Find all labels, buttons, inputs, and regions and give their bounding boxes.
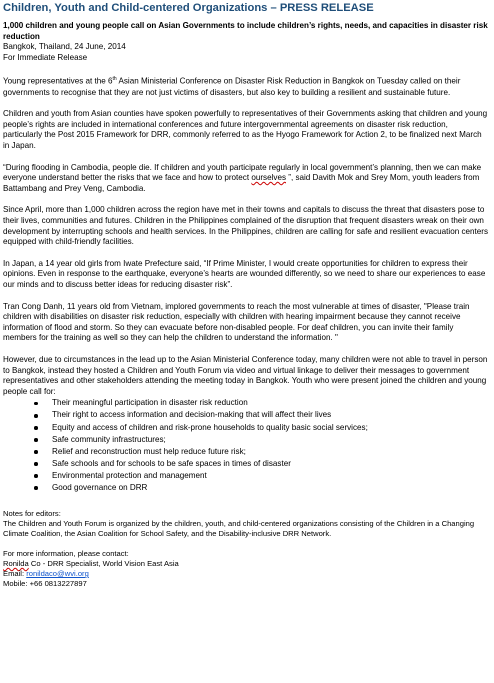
bullet-icon [34,486,38,490]
contact-email-row: Email: ronildaco@wvi.org [3,569,89,579]
list-item: Their meaningful participation in disaster risk reduction [3,397,488,409]
paragraph-children-youth: Children and youth from Asian counties have spoken powerfully to representatives of their Governments asking that children and young people’s rights are included in international conferences and future intergovernmental agreements on disaster risk reduction, particularly the Post 2015 Framework for DRR, commonly referred to as the Hyogo Framework for Action 2, to be finalized next March in Japan. [3,109,488,151]
list-item: Their right to access information and decision-making that will affect their lives [3,409,488,421]
bullet-icon [34,474,38,478]
list-item: Relief and reconstruction must help reduce future risk; [3,446,488,458]
paragraph-japan-quote: In Japan, a 14 year old girls from Iwate Prefecture said, “If Prime Minister, I would create opportunities for children to express their opinions. Even in response to the earthquake, everyone’s hearts are wounded differently, so we need to share our experiences to ease our minds and to discuss better ideas for reducing disaster risk”. [3,258,486,289]
press-release-page [0,2,494,683]
bullet-icon [34,414,38,418]
contact-block [3,549,488,589]
contact-name: Ronilda Co - DRR Specialist, World Vision East Asia [3,559,179,569]
spellcheck-word: ourselves [251,173,286,183]
paragraph-forum: However, due to circumstances in the lead up to the Asian Ministerial Conference today, many children were not able to travel in person to Bangkok, instead they hosted a Children and Youth Forum via video and virtual linkage to deliver their messages to government representatives and other stakeholders attending the meeting today in Bangkok. Youth who were present joined the children and young people call for: [3,354,488,396]
paragraph-cambodia-quote: “During flooding in Cambodia, people die. If children and youth participate regularly in local government’s planning, then we can make everyone understand better the risks that we face and how to protect ourselves ”, said Davith Mok and Srey Mom, youth leaders from Battambang and Prey Veng, Cambodia. [3,162,482,193]
list-item: Equity and access of children and risk-prone households to quality basic social services; [3,422,488,434]
bullet-icon [34,462,38,466]
list-item: Safe schools and for schools to be safe spaces in times of disaster [3,458,488,470]
contact-mobile: Mobile: +66 0813227897 [3,579,87,589]
release-headline: 1,000 children and young people call on Asian Governments to include children’s rights, needs, and capacities in disaster risk reduction [3,21,488,41]
bullet-icon [34,426,38,430]
paragraph-since-april: Since April, more than 1,000 children across the region have met in their towns and capitals to discuss the threat that disasters pose to their lives, communities and futures. Children in the Philippines complained of the disruption that frequent disasters wreak on their own development by interrupting schools and health services. In the Philippines, children are calling for safe and resilient evacuation centers equipped with child-friendly facilities. [3,205,489,247]
list-item: Good governance on DRR [3,482,488,494]
release-note: For Immediate Release [3,52,88,62]
calls-list [3,397,488,494]
bullet-icon [34,450,38,454]
email-link[interactable]: ronildaco@wvi.org [26,569,89,579]
notes-text: The Children and Youth Forum is organized by the children, youth, and child-centered organizations consisting of the Children in a Changing Climate Coalition, the Asian Coalition for School Safety, and the Disability-inclusive DRR Network. [3,519,475,539]
document-title: Children, Youth and Child-centered Organizations – PRESS RELEASE [3,2,374,14]
paragraph-vietnam-quote: Tran Cong Danh, 11 years old from Vietnam, implored governments to reach the most vulnerable at times of disaster, "Please train children with disabilities on disaster risk reduction, especially with children with hearing impairment because they cannot receive information of flood and storm. So they can evacuate before non-disabled people. For deaf children, you can invite their family members for the training as well so they can help the children to understand the information. " [3,301,470,343]
dateline: Bangkok, Thailand, 24 June, 2014 [3,42,126,52]
list-item: Safe community infrastructures; [3,434,488,446]
list-item: Environmental protection and management [3,470,488,482]
bullet-icon [34,402,38,406]
paragraph-intro: Young representatives at the 6th Asian Ministerial Conference on Disaster Risk Reduction in Bangkok on Tuesday called on their governments to recognise that they are not just victims of disasters, but also key to building a resilient and sustainable future. [3,76,461,97]
spellcheck-word: Ronilda [3,559,29,569]
notes-heading: Notes for editors: [3,509,61,519]
bullet-icon [34,438,38,442]
contact-intro: For more information, please contact: [3,549,129,559]
notes-for-editors [3,509,488,539]
